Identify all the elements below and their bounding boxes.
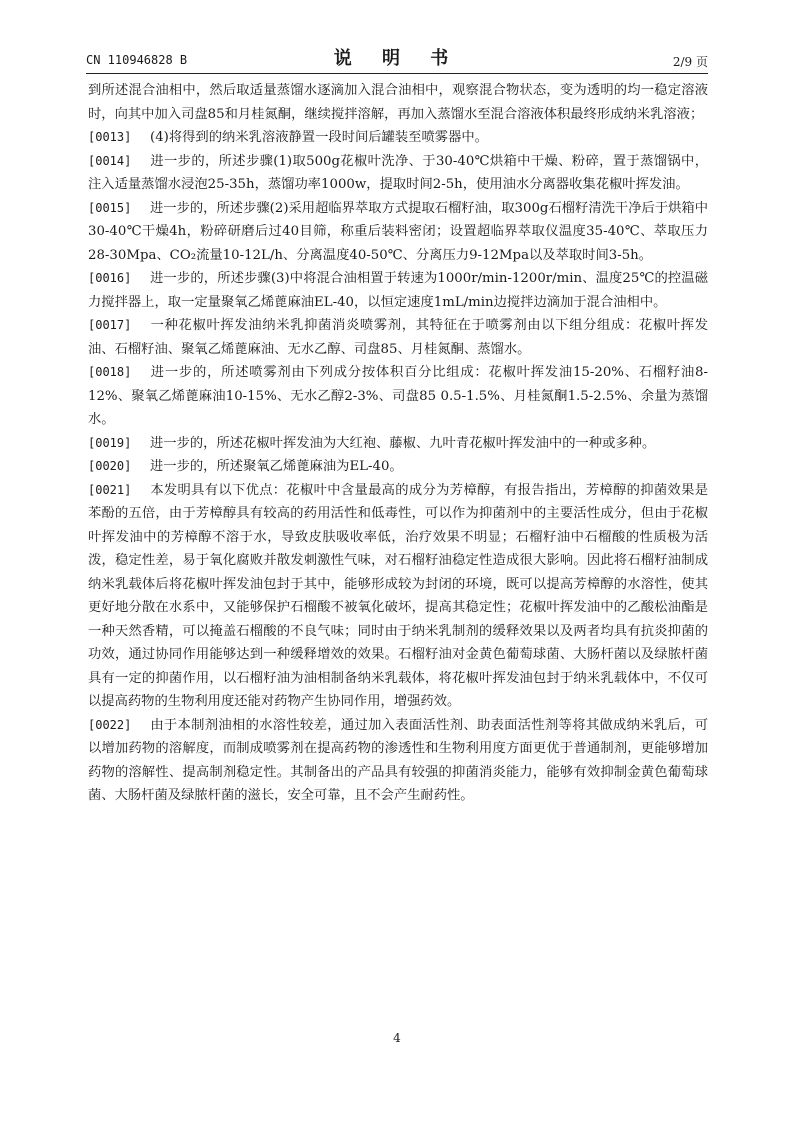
paragraph-number: [0015] [88, 200, 132, 215]
header-divider [86, 73, 708, 74]
paragraph [88, 267, 708, 314]
paragraph [88, 150, 708, 197]
page-header [86, 44, 708, 72]
paragraph-text: 进一步的，所述聚氧乙烯蓖麻油为EL-40。 [150, 459, 403, 474]
paragraph-number: [0020] [88, 459, 132, 473]
paragraph-number: [0021] [88, 482, 132, 497]
paragraph-text: 进一步的，所述步骤(2)采用超临界萃取方式提取石榴籽油，取300g石榴籽清洗干净后于烘箱中30-40℃干燥4h，粉碎研磨后过40目筛，称重后装料密闭；设置超临界萃取仪温度35-40℃、萃取压力28-30Mpa、CO₂流量10-12L/h、分离温度40-50℃、分离压力9-12Mpa以及萃取时间3-5h。 [88, 200, 709, 263]
paragraph-text: 一种花椒叶挥发油纳米乳抑菌消炎喷雾剂，其特征在于喷雾剂由以下组分组成：花椒叶挥发油、石榴籽油、聚氧乙烯蓖麻油、无水乙醇、司盘85、月桂氮酮、蒸馏水。 [88, 318, 708, 357]
paragraph [88, 714, 708, 808]
paragraph-number: [0014] [88, 153, 132, 168]
paragraph-text: 进一步的，所述喷雾剂由下列成分按体积百分比组成：花椒叶挥发油15-20%、石榴籽油8-12%、聚氧乙烯蓖麻油10-15%、无水乙醇2-3%、司盘85 0.5-1.5%、月桂氮酮1.5-2.5%、余量为蒸馏水。 [88, 365, 708, 427]
paragraph-text: 到所述混合油相中，然后取适量蒸馏水逐滴加入混合油相中，观察混合物状态，变为透明的均一稳定溶液时，向其中加入司盘85和月桂氮酮，继续搅拌溶解，再加入蒸馏水至混合溶液体积最终形成纳米乳溶液； [88, 83, 708, 122]
paragraph-number: [0018] [88, 365, 132, 379]
paragraph-text: 进一步的，所述步骤(3)中将混合油相置于转速为1000r/min-1200r/min、温度25℃的控温磁力搅拌器上，取一定量聚氧乙烯蓖麻油EL-40，以恒定速度1mL/min边搅拌边滴加于混合油相中。 [88, 271, 708, 310]
paragraph [88, 361, 708, 432]
page-indicator: 2/9 页 [672, 55, 708, 69]
document-title: 说 明 书 [333, 48, 461, 69]
paragraph [88, 314, 708, 361]
paragraph-text: 进一步的，所述花椒叶挥发油为大红袍、藤椒、九叶青花椒叶挥发油中的一种或多种。 [150, 435, 656, 451]
paragraph-number: [0016] [88, 271, 132, 285]
page-number: 4 [393, 1031, 401, 1045]
paragraph-number: [0017] [88, 318, 132, 332]
description-body [88, 79, 708, 808]
paragraph [88, 197, 708, 268]
paragraph [88, 126, 708, 150]
paragraph [88, 432, 708, 456]
paragraph-number: [0022] [88, 717, 132, 732]
paragraph [88, 479, 708, 714]
paragraph-text: 进一步的，所述步骤(1)取500g花椒叶洗净、于30-40℃烘箱中干燥、粉碎，置于蒸馏锅中，注入适量蒸馏水浸泡25-35h，蒸馏功率1000w，提取时间2-5h，使用油水分离器收集花椒叶挥发油。 [88, 153, 708, 192]
paragraph-text: 本发明具有以下优点：花椒叶中含量最高的成分为芳樟醇，有报告指出，芳樟醇的抑菌效果是苯酚的五倍，由于芳樟醇具有较高的药用活性和低毒性，可以作为抑菌剂中的主要活性成分，但由于花椒叶挥发油中的芳樟醇不溶于水，导致皮肤吸收率低，治疗效果不明显；石榴籽油中石榴酸的性质极为活泼，稳定性差，易于氧化腐败并散发刺激性气味，对石榴籽油稳定性造成很大影响。因此将石榴籽油制成纳米乳载体后将花椒叶挥发油包封于其中，能够形成较为封闭的环境，既可以提高芳樟醇的水溶性，使其更好地分散在水系中，又能够保护石榴酸不被氧化破坏，提高其稳定性；花椒叶挥发油中的乙酸松油酯是一种天然香精，可以掩盖石榴酸的不良气味；同时由于纳米乳制剂的缓释效果以及两者均具有抗炎抑菌的功效，通过协同作用能够达到一种缓释增效的效果。石榴籽油对金黄色葡萄球菌、大肠杆菌以及绿脓杆菌具有一定的抑菌作用，以石榴籽油为油相制备纳米乳载体，将花椒叶挥发油包封于纳米乳载体中，不仅可以提高药物的生物利用度还能对药物产生协同作用，增强药效。 [88, 482, 708, 709]
paragraph-number: [0013] [88, 130, 132, 144]
paragraph-number: [0019] [88, 435, 132, 450]
paragraph [88, 79, 708, 126]
paragraph-text: 由于本制剂油相的水溶性较差，通过加入表面活性剂、助表面活性剂等将其做成纳米乳后，可以增加药物的溶解度，而制成喷雾剂在提高药物的渗透性和生物利用度方面更优于普通制剂，更能够增加药物的溶解性、提高制剂稳定性。其制备出的产品具有较强的抑菌消炎能力，能够有效抑制金黄色葡萄球菌、大肠杆菌及绿脓杆菌的滋长，安全可靠，且不会产生耐药性。 [88, 717, 708, 803]
paragraph-text: (4)将得到的纳米乳溶液静置一段时间后罐装至喷雾器中。 [150, 130, 488, 145]
patent-number: CN 110946828 B [86, 53, 188, 67]
paragraph [88, 455, 708, 479]
